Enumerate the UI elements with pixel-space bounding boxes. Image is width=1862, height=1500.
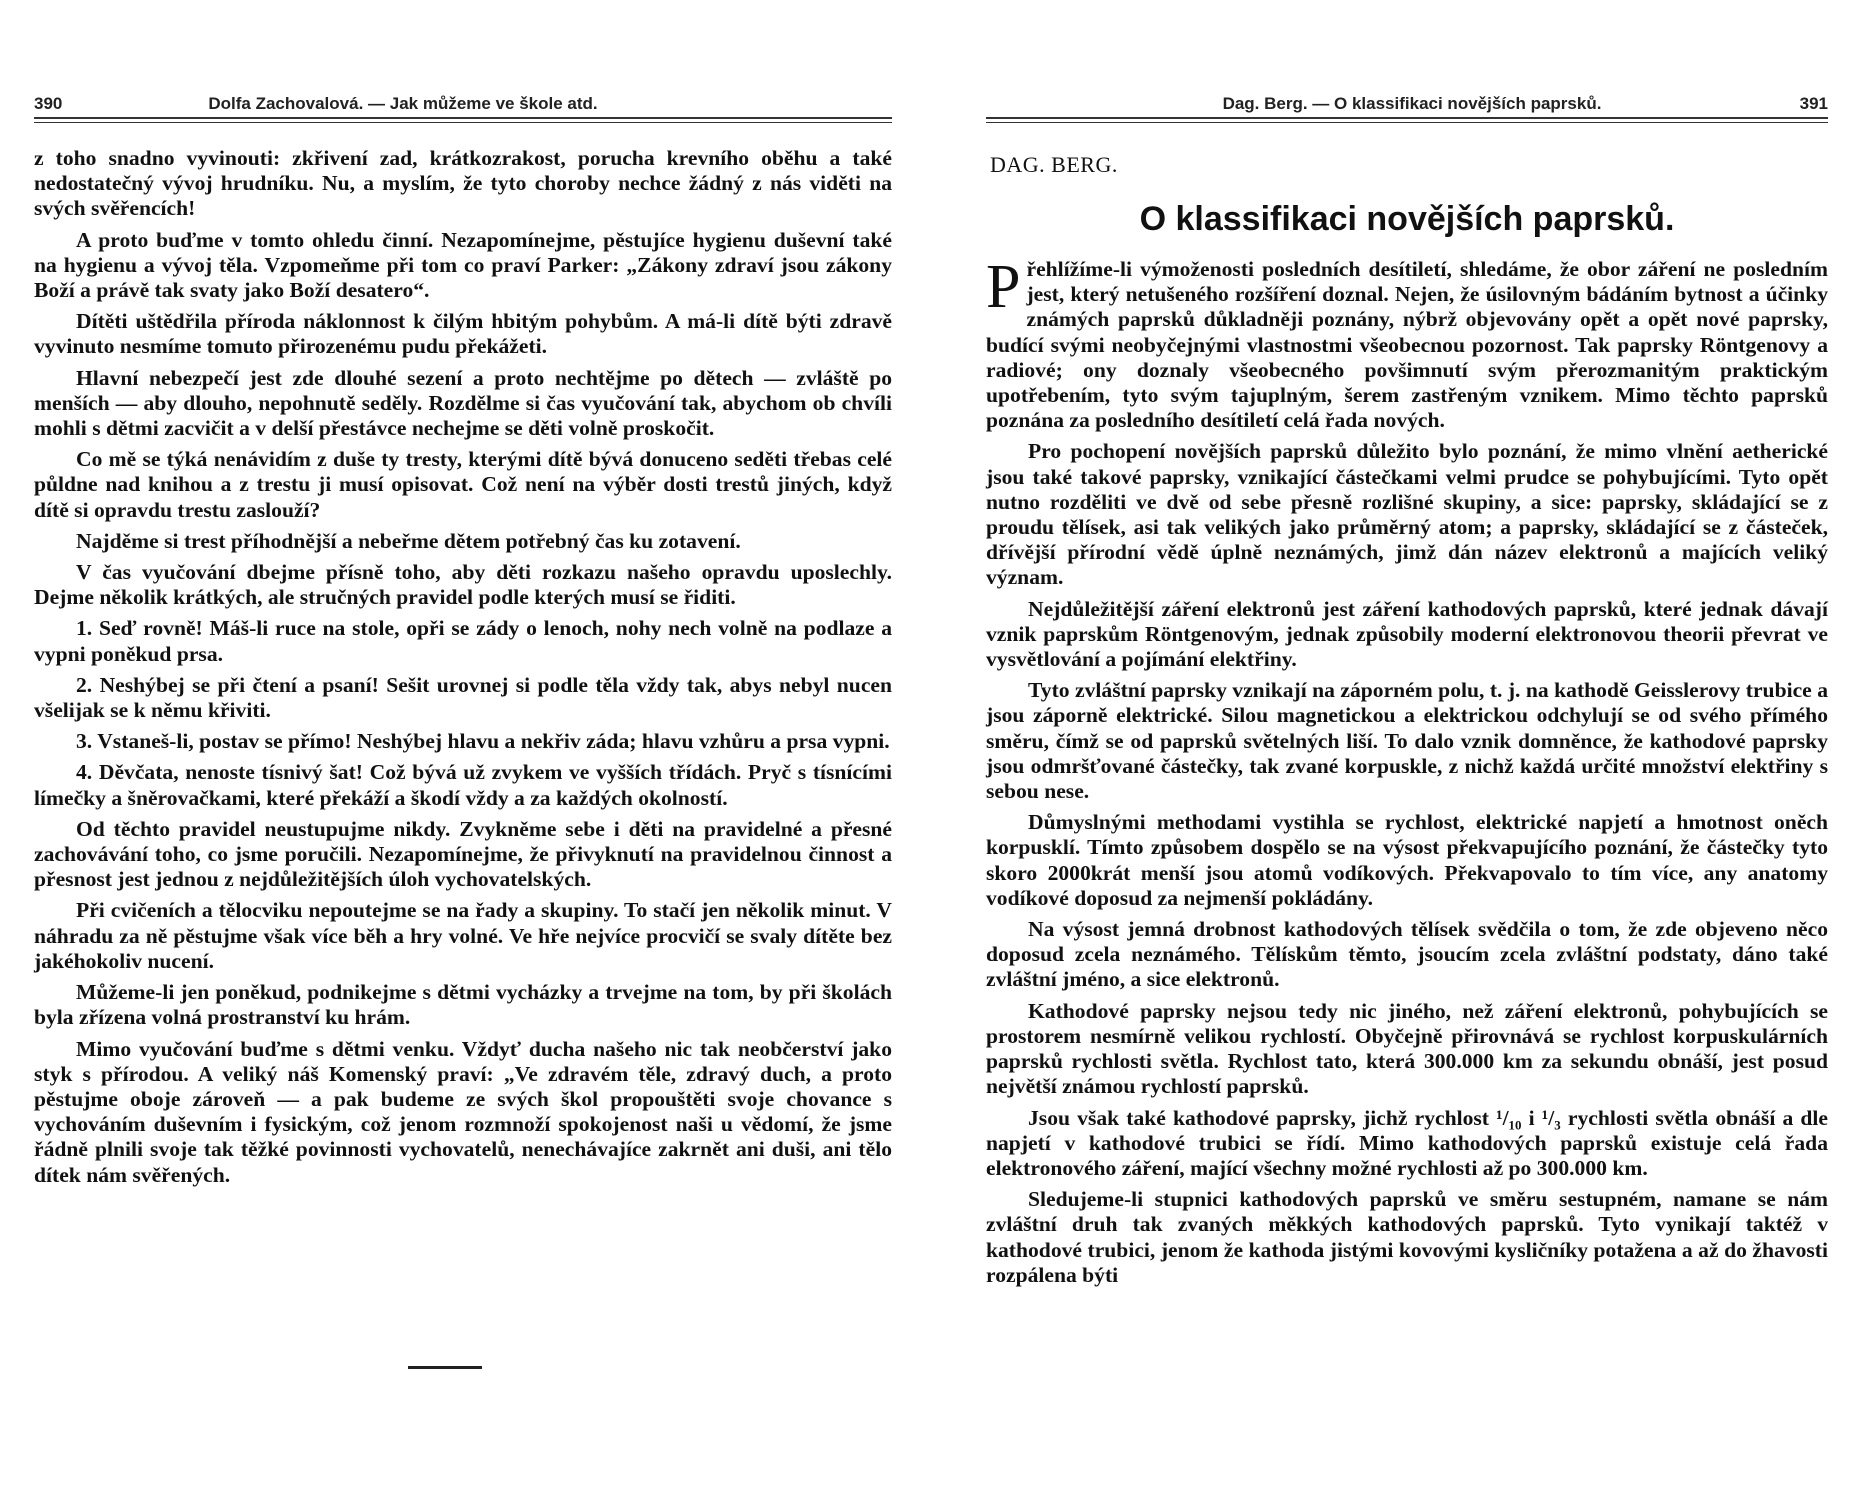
rule-item: 1. Seď rovně! Máš-li ruce na stole, opři se zády o lenoch, nohy nech volně na podlaze a vypni poněkud prsa. bbox=[34, 616, 892, 666]
left-header-rule-thin bbox=[34, 122, 892, 123]
left-running-head-text: Dolfa Zachovalová. — Jak můžeme ve škole atd. bbox=[208, 94, 598, 113]
right-running-head-text: Dag. Berg. — O klassifikaci novějších paprsků. bbox=[1222, 94, 1602, 113]
rule-item: 4. Děvčata, nenoste tísnivý šat! Což bývá už zvykem ve vyšších třídách. Pryč s tísnícími límečky a šněrovačkami, které překáží a škodí vždy a za každých okolností. bbox=[34, 760, 892, 810]
left-body-text bbox=[34, 146, 892, 1194]
paragraph: Dítěti uštědřila příroda náklonnost k čilým hbitým pohybům. A má-li dítě býti zdravě vyvinuto nesmíme tomuto přirozenému pudu překážeti. bbox=[34, 309, 892, 359]
right-body-text bbox=[986, 152, 1828, 1294]
drop-cap: P bbox=[986, 253, 1021, 321]
right-page bbox=[986, 0, 1828, 1500]
article-end-rule bbox=[408, 1366, 482, 1369]
paragraph: z toho snadno vyvinouti: zkřivení zad, krátkozrakost, porucha krevního oběhu a také nedostatečný vývoj hrudníku. Nu, a myslím, že tyto choroby nechce žádný z nás viděti na svých svěřencích! bbox=[34, 146, 892, 221]
paragraph: Najděme si trest příhodnější a nebeřme dětem potřebný čas ku zotavení. bbox=[76, 528, 741, 553]
rule-item: 3. Vstaneš-li, postav se přímo! Neshýbej hlavu a nekřiv záda; hlavu vzhůru a prsa vypni. bbox=[76, 729, 890, 754]
left-page-number: 390 bbox=[34, 94, 63, 113]
left-header-rule bbox=[34, 117, 892, 119]
paragraph: Jsou však také kathodové paprsky, jichž rychlost ¹/₁₀ i ¹/₃ rychlosti světla obnáší a dle napjetí v kathodové trubici se řídí. Mimo kathodových paprsků existuje celá řada elektronového záření, mající všechny možné rychlosti až po 300.000 km. bbox=[986, 1105, 1828, 1180]
paragraph: Tyto zvláštní paprsky vznikají na záporném polu, t. j. na kathodě Geisslerovy trubice a jsou záporně elektrické. Silou magnetickou a elektrickou odchylují se od svého přímého směru, čímž se od paprsků světelných liší. To dalo vznik domněnce, že kathodové paprsky jsou odmršťované částečky, tak zvané korpuskle, z nichž každá určité množství elektřiny s sebou nese. bbox=[986, 678, 1828, 804]
right-header-rule bbox=[986, 117, 1828, 119]
paragraph: Mimo vyučování buďme s dětmi venku. Vždyť ducha našeho nic tak neobčerství jako styk s přírodou. A veliký náš Komenský praví: „Ve zdravém těle, zdravý duch, a proto pěstujme oboje zároveň — a pak budeme ze svých škol propouštěti svoje chovance s vychováním duševním i fysickým, což jenom rozmnoží spokojenost naši u vědomí, že jsme řádně plnili svoje tak těžké povinnosti vychovatelů, nenechávajíce zakrnět ani duši, ani tělo dítek nám svěřených. bbox=[34, 1036, 892, 1187]
right-header-rule-thin bbox=[986, 122, 1828, 123]
paragraph: Od těchto pravidel neustupujme nikdy. Zvykněme sebe i děti na pravidelné a přesné zachovávání toho, co jsme poručili. Nezapomínejme, že přivyknutí na pravidelnou činnost a přesnost jest jednou z nejdůležitějších úloh vychovatelských. bbox=[34, 816, 892, 892]
paragraph bbox=[986, 253, 1828, 433]
paragraph: Co mě se týká nenávidím z duše ty tresty, kterými dítě bývá donuceno seděti třebas celé půldne nad knihou a z trestu ji musí opisovat. Což není na výběr dosti trestů jiných, když dítě si opravdu trestu zaslouží? bbox=[34, 447, 892, 522]
left-page bbox=[34, 0, 892, 1500]
paragraph: Hlavní nebezpečí jest zde dlouhé sezení a proto nechtějme po dětech — zvláště po menších — aby dlouho, nepohnutě seděly. Rozdělme si čas vyučování tak, abychom ob chvíli mohli s dětmi zacvičit a v delší přestávce nechejme se děti volně proskočit. bbox=[34, 365, 892, 441]
paragraph: Kathodové paprsky nejsou tedy nic jiného, než záření elektronů, pohybujících se prostorem nesmírně velikou rychlostí. Obyčejně přirovnává se rychlost korpuskulárních paprsků rychlosti světla. Rychlost tato, která 300.000 km za sekundu obnáší, jest posud největší známou rychlostí paprsků. bbox=[986, 998, 1828, 1099]
rule-item: 2. Neshýbej se při čtení a psaní! Sešit urovnej si podle těla vždy tak, abys nebyl nucen všelijak se k němu křiviti. bbox=[34, 672, 892, 723]
article-title: O klassifikaci novějších paprsků. bbox=[1139, 200, 1675, 238]
article-author: DAG. BERG. bbox=[990, 152, 1118, 177]
paragraph: Na výsost jemná drobnost kathodových tělísek svědčila o tom, že zde objeveno něco doposud zcela neznámého. Tělískům těmto, jsoucím zcela zvláštní podstaty, dáno také zvláštní jméno, a sice elektronů. bbox=[986, 917, 1828, 992]
paragraph: Nejdůležitější záření elektronů jest záření kathodových paprsků, které jednak dávají vznik paprskům Röntgenovým, jednak způsobily moderní elektronovou theorii převrat ve vysvětlování a pojímání elektřiny. bbox=[986, 596, 1828, 672]
paragraph: Sledujeme-li stupnici kathodových paprsků ve směru sestupném, namane se nám zvláštní druh tak zvaných měkkých kathodových paprsků. Tyto vynikají taktéž v kathodové trubici, jenom že kathoda jistými kovovými kysličníky potažena a až do žhavosti rozpálena býti bbox=[986, 1187, 1828, 1287]
paragraph: Pro pochopení novějších paprsků důležito bylo poznání, že mimo vlnění aetherické jsou také takové paprsky, vznikající částečkami velmi prudce se pohybujícími. Tyto opět nutno rozděliti ve dvě od sebe přesně rozlišné skupiny, a sice: paprsky, skládající se z proudu tělísek, asi tak velikých jako průměrný atom; a paprsky, skládající se z částeček, dřívější přírodní vědě úplně neznámých, jimž dán název elektronů a majících veliký význam. bbox=[986, 439, 1828, 590]
paragraph: Při cvičeních a tělocviku nepoutejme se na řady a skupiny. To stačí jen několik minut. V náhradu za ně pěstujme však více běh a hry volné. Ve hře nejvíce procvičí se svaly dítěte bez jakéhokoliv nucení. bbox=[34, 898, 892, 973]
paragraph: A proto buďme v tomto ohledu činní. Nezapomínejme, pěstujíce hygienu duševní také na hygienu a vývoj těla. Vzpomeňme při tom co praví Parker: „Zákony zdraví jsou zákony Boží a právě tak svaty jako Boží desatero“. bbox=[34, 227, 892, 303]
paragraph: Důmyslnými methodami vystihla se rychlost, elektrické napjetí a hmotnost oněch korpusklí. Tímto způsobem dospělo se na výsost překvapujícího poznání, že částečky tyto skoro 2000krát menší jsou atomů vodíkových. Překvapovalo to tím více, any anatomy vodíkové doposud za nejmenší pokládány. bbox=[986, 810, 1828, 910]
right-page-number: 391 bbox=[1799, 94, 1828, 113]
paragraph-text: řehlížíme-li výmoženosti posledních desítiletí, shledáme, že obor záření ne posledním jest, který netušeného rozšíření doznal. Nejen, že úsilovným bádáním bytnost a účinky známých paprsků důkladněji poznány, nýbrž objevovány opět a opět nové paprsky, budící svými neobyčejnými vlastnostmi všeobecnou pozornost. Tak paprsky Röntgenovy a radiové; ony doznaly všeobecného povšimnutí svým přerozmanitým praktickým upotřebením, tyto svým tajuplným, šerem zastřeným vznikem. Mimo těchto paprsků poznána za posledního desítiletí celá řada nových. bbox=[986, 257, 1828, 433]
paragraph: Můžeme-li jen poněkud, podnikejme s dětmi vycházky a trvejme na tom, by při školách byla zřízena volná prostranství ku hrám. bbox=[34, 980, 892, 1030]
paragraph: V čas vyučování dbejme přísně toho, aby děti rozkazu našeho opravdu uposlechly. Dejme několik krátkých, ale stručných pravidel podle kterých musí se řiditi. bbox=[34, 560, 892, 610]
